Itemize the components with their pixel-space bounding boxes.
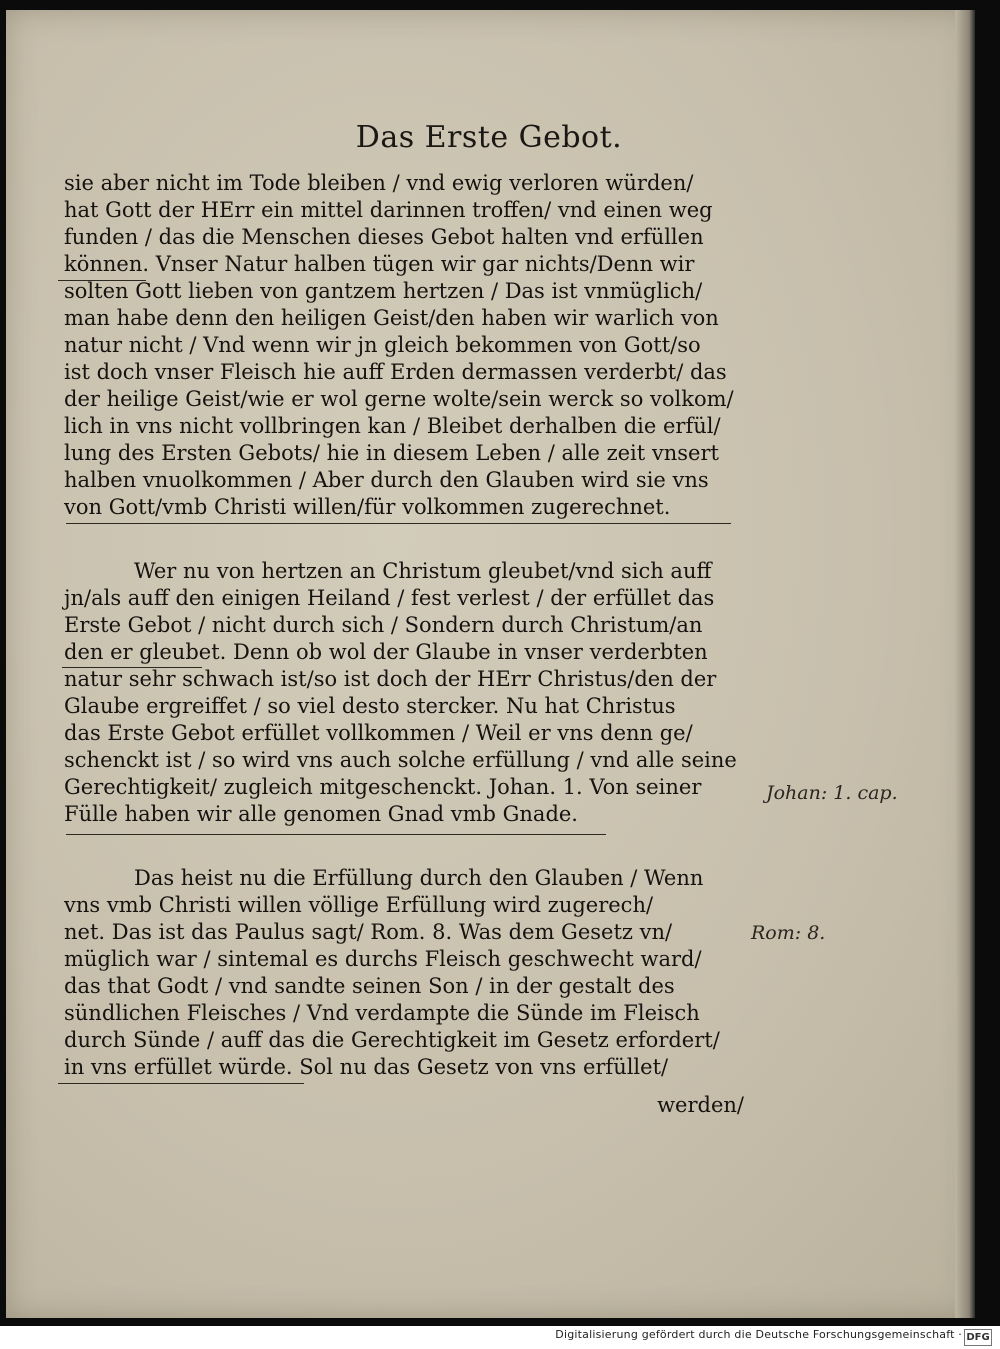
- dfg-logo: DFG: [964, 1329, 992, 1346]
- text-line: lich in vns nicht vollbringen kan / Bleibet derhalben die erfül/: [64, 414, 721, 438]
- text-line: sündlichen Fleisches / Vnd verdampte die Sünde im Fleisch: [64, 1001, 700, 1025]
- text-line: Erste Gebot / nicht durch sich / Sondern durch Christum/an: [64, 613, 703, 637]
- handwritten-underline: [58, 280, 146, 281]
- text-line: durch Sünde / auff das die Gerechtigkeit im Gesetz erfordert/: [64, 1028, 720, 1052]
- text-line: natur nicht / Vnd wenn wir jn gleich bekommen von Gott/so: [64, 333, 701, 357]
- paragraph-2: [64, 558, 744, 828]
- catchword: werden/: [657, 1093, 744, 1117]
- text-line: schenckt ist / so wird vns auch solche erfüllung / vnd alle seine: [64, 748, 737, 772]
- text-line: hat Gott der HErr ein mittel darinnen troffen/ vnd einen weg: [64, 198, 713, 222]
- text-line: ist doch vnser Fleisch hie auff Erden dermassen verderbt/ das: [64, 360, 727, 384]
- text-line: Gerechtigkeit/ zugleich mitgeschenckt. Johan. 1. Von seiner: [64, 775, 702, 799]
- text-line: das that Godt / vnd sandte seinen Son / in der gestalt des: [64, 974, 675, 998]
- catchword-block: [64, 1092, 744, 1119]
- text-line: man habe denn den heiligen Geist/den haben wir warlich von: [64, 306, 719, 330]
- text-line: von Gott/vmb Christi willen/für volkommen zugerechnet.: [64, 495, 671, 519]
- text-line: den er gleubet. Denn ob wol der Glaube in vnser verderbten: [64, 640, 708, 664]
- text-line: Fülle haben wir alle genomen Gnad vmb Gnade.: [64, 802, 578, 826]
- footer-bar: [0, 1326, 1000, 1349]
- handwritten-underline: [66, 834, 606, 835]
- footer-credit: Digitalisierung gefördert durch die Deutsche Forschungsgemeinschaft ·: [555, 1328, 962, 1341]
- text-line: das Erste Gebot erfüllet vollkommen / Weil er vns denn ge/: [64, 721, 693, 745]
- text-line: Glaube ergreiffet / so viel desto stercker. Nu hat Christus: [64, 694, 676, 718]
- text-line: der heilige Geist/wie er wol gerne wolte/sein werck so volkom/: [64, 387, 734, 411]
- text-line: solten Gott lieben von gantzem hertzen / Das ist vnmüglich/: [64, 279, 703, 303]
- paragraph-1: [64, 170, 744, 521]
- text-line: net. Das ist das Paulus sagt/ Rom. 8. Was dem Gesetz vn/: [64, 920, 673, 944]
- text-line: halben vnuolkommen / Aber durch den Glauben wird sie vns: [64, 468, 709, 492]
- text-line: können. Vnser Natur halben tügen wir gar nichts/Denn wir: [64, 252, 695, 276]
- text-line: Wer nu von hertzen an Christum gleubet/vnd sich auff: [134, 559, 712, 583]
- page-heading: Das Erste Gebot.: [355, 120, 623, 155]
- text-line: jn/als auff den einigen Heiland / fest verlest / der erfüllet das: [64, 586, 715, 610]
- margin-note-rom: Rom: 8.: [751, 922, 826, 944]
- handwritten-underline: [66, 523, 731, 524]
- text-line: müglich war / sintemal es durchs Fleisch geschwecht ward/: [64, 947, 702, 971]
- book-page: [6, 10, 972, 1318]
- text-line: lung des Ersten Gebots/ hie in diesem Leben / alle zeit vnsert: [64, 441, 719, 465]
- text-line: Das heist nu die Erfüllung durch den Glauben / Wenn: [134, 866, 704, 890]
- text-line: vns vmb Christi willen völlige Erfüllung wird zugerech/: [64, 893, 654, 917]
- text-line: funden / das die Menschen dieses Gebot halten vnd erfüllen: [64, 225, 704, 249]
- paragraph-3: [64, 865, 744, 1081]
- margin-note-johan: Johan: 1. cap.: [766, 782, 898, 804]
- handwritten-underline: [62, 667, 202, 668]
- handwritten-underline: [58, 1083, 304, 1084]
- page-edge-shadow: [955, 10, 975, 1318]
- text-line: natur sehr schwach ist/so ist doch der HErr Christus/den der: [64, 667, 717, 691]
- text-line: in vns erfüllet würde. Sol nu das Gesetz von vns erfüllet/: [64, 1055, 669, 1079]
- text-line: sie aber nicht im Tode bleiben / vnd ewig verloren würden/: [64, 171, 694, 195]
